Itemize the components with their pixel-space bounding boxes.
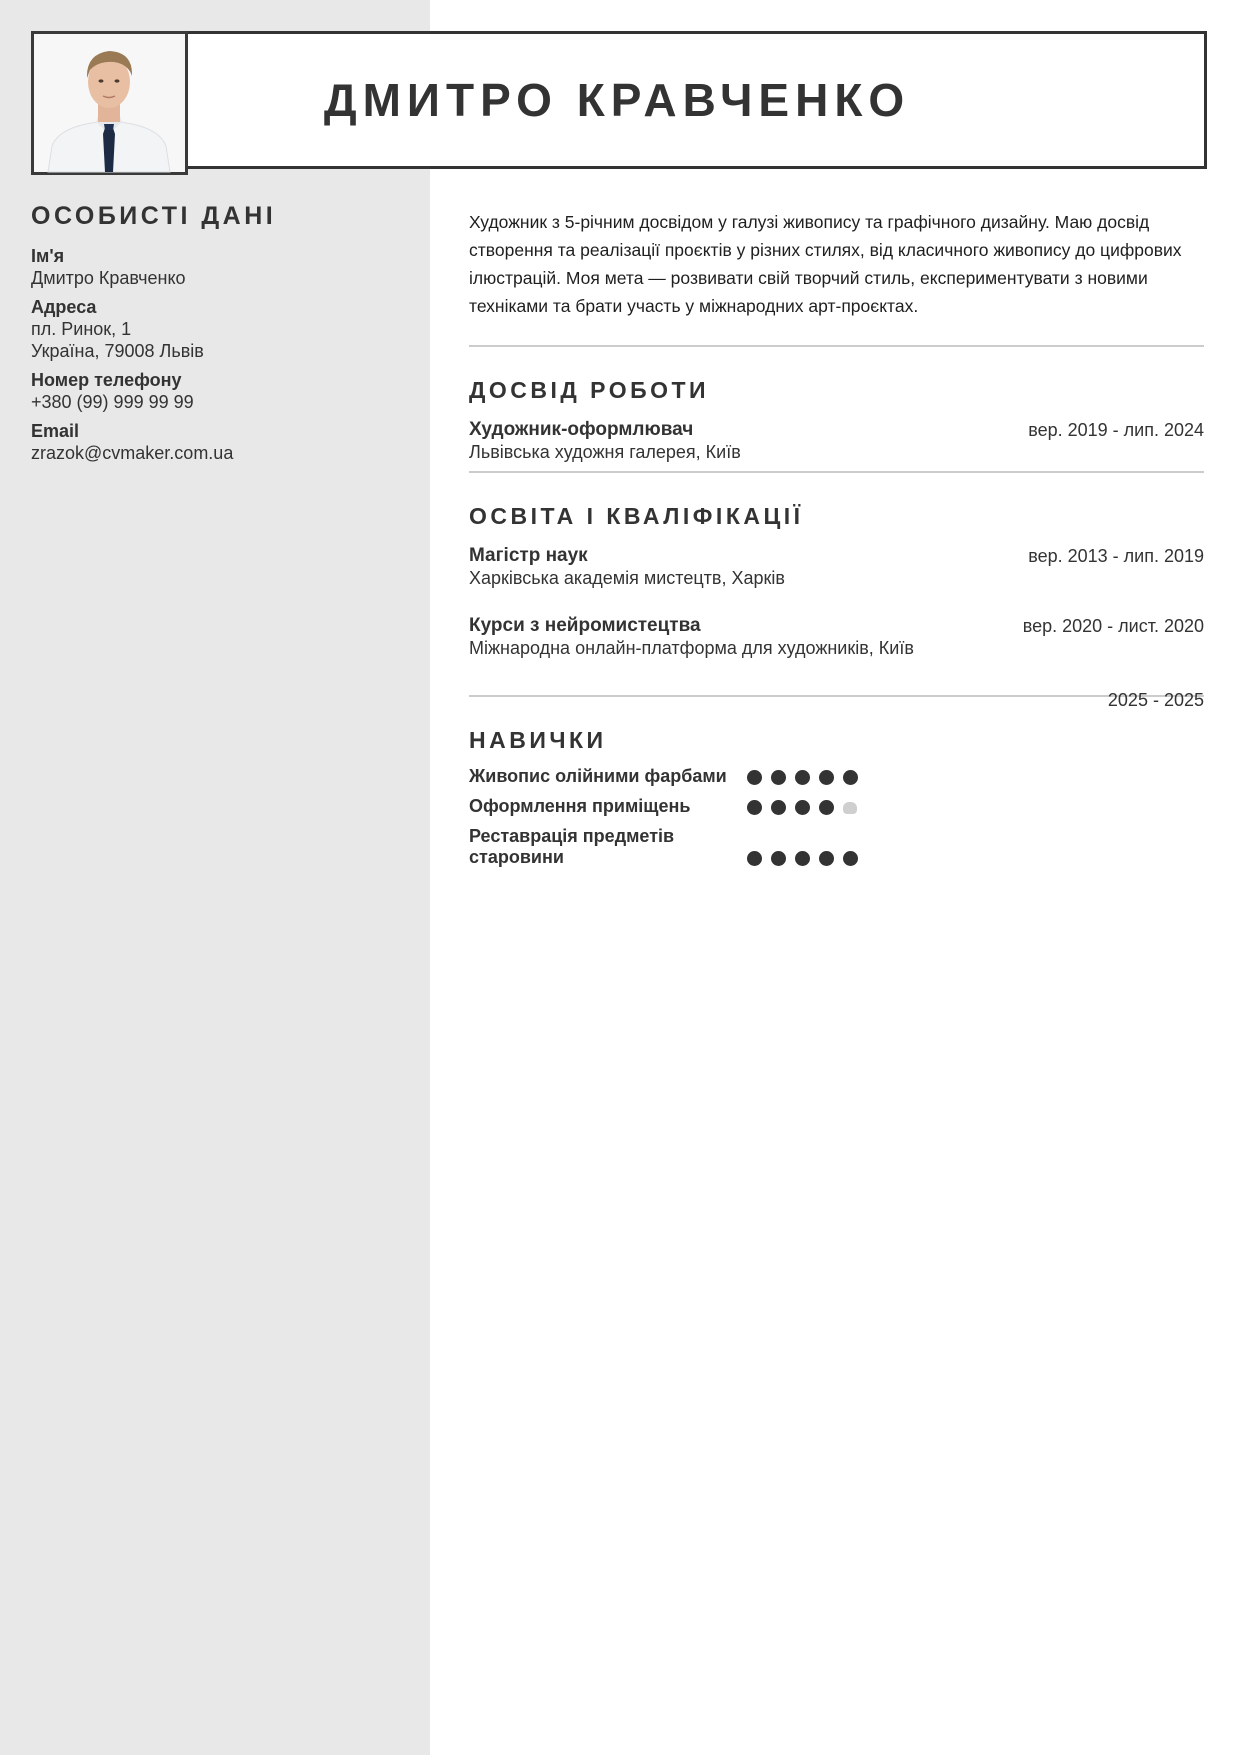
name-label: Ім'я — [31, 246, 65, 266]
degree-dates: вер. 2013 - лип. 2019 — [1028, 546, 1204, 566]
rating-dot-filled — [819, 800, 834, 815]
phone-value: +380 (99) 999 99 99 — [31, 392, 194, 412]
rating-dot-filled — [819, 770, 834, 785]
personal-details — [31, 202, 411, 471]
section-divider — [469, 345, 1204, 347]
address-line-2: Україна, 79008 Львів — [31, 341, 204, 361]
phone-label: Номер телефону — [31, 370, 182, 390]
rating-dot-filled — [843, 770, 858, 785]
skill-name: Реставрація предметів старовини — [469, 826, 675, 867]
rating-dot-filled — [843, 851, 858, 866]
skills-heading: НАВИЧКИ — [469, 727, 607, 753]
skill-name: Живопис олійними фарбами — [469, 766, 727, 786]
experience-heading: ДОСВІД РОБОТИ — [469, 377, 710, 403]
profile-photo — [31, 31, 188, 175]
skill-name: Оформлення приміщень — [469, 796, 691, 816]
rating-dot-empty — [843, 802, 857, 814]
education-entry — [469, 545, 1204, 589]
experience-entry — [469, 419, 1204, 463]
rating-dot-filled — [747, 770, 762, 785]
profile-summary: Художник з 5-річним досвідом у галузі живопису та графічного дизайну. Маю досвід створення та реалізації проєктів у різних стилях, від класичного живопису до цифрових ілюстрацій. Моя мета — розвивати свій творчий стиль, експериментувати з новими техніками та брати участь у міжнародних арт-проєктах. — [469, 212, 1182, 316]
address-line-1: пл. Ринок, 1 — [31, 319, 132, 339]
email-value: zrazok@cvmaker.com.ua — [31, 443, 234, 463]
rating-dot-filled — [747, 800, 762, 815]
course-dates: вер. 2020 - лист. 2020 — [1022, 616, 1204, 636]
rating-dot-filled — [771, 851, 786, 866]
rating-dot-filled — [795, 770, 810, 785]
email-label: Email — [31, 421, 80, 441]
skill-rating — [747, 851, 858, 866]
person-portrait-icon — [34, 34, 185, 172]
rating-dot-filled — [795, 800, 810, 815]
rating-dot-filled — [747, 851, 762, 866]
skill-rating — [747, 770, 858, 785]
name-header — [184, 31, 1207, 169]
address-label: Адреса — [31, 297, 97, 317]
degree-title: Магістр наук — [469, 545, 588, 566]
skill-rating — [747, 800, 857, 815]
course-institution: Міжнародна онлайн-платформа для художників, Київ — [469, 638, 914, 658]
education-entry — [469, 615, 1204, 659]
personal-details-heading: ОСОБИСТІ ДАНІ — [31, 202, 277, 230]
rating-dot-filled — [771, 800, 786, 815]
job-dates: вер. 2019 - лип. 2024 — [1028, 420, 1204, 440]
job-employer: Львівська художня галерея, Київ — [469, 442, 741, 462]
section-divider — [469, 471, 1204, 473]
rating-dot-filled — [819, 851, 834, 866]
name-value: Дмитро Кравченко — [31, 268, 186, 288]
rating-dot-filled — [795, 851, 810, 866]
skills-list — [469, 766, 1209, 876]
page-title: ДМИТРО КРАВЧЕНКО — [323, 74, 911, 126]
course-title: Курси з нейромистецтва — [469, 615, 701, 636]
job-title: Художник-оформлювач — [469, 419, 694, 440]
clipped-dates-text: 2025 - 2025 — [1107, 690, 1204, 710]
degree-institution: Харківська академія мистецтв, Харків — [469, 568, 785, 588]
education-heading: ОСВІТА І КВАЛІФІКАЦІЇ — [469, 503, 804, 529]
main-content — [469, 208, 1209, 876]
section-divider — [469, 690, 1204, 710]
rating-dot-filled — [771, 770, 786, 785]
